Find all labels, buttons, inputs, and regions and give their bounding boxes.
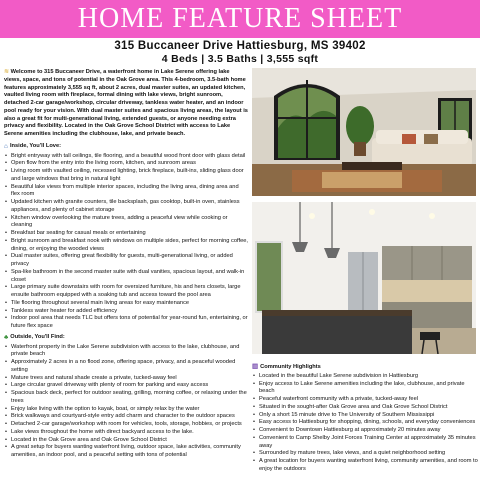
community-item: • Situated in the sought-after Oak Grove area and Oak Grove School District bbox=[252, 404, 478, 412]
house-icon: ⌂ bbox=[4, 142, 8, 150]
outside-feature-item: • Large circular gravel driveway with plenty of room for parking and easy access bbox=[4, 382, 248, 390]
page-title: HOME FEATURE SHEET bbox=[77, 3, 403, 34]
inside-feature-list bbox=[4, 153, 248, 331]
community-heading-label: Community Highlights bbox=[260, 363, 321, 370]
community-section bbox=[252, 360, 478, 478]
outside-feature-item: • Mature trees and natural shade create a private, tucked-away feel bbox=[4, 375, 248, 383]
intro-text: Welcome to 315 Buccaneer Drive, a waterfront home in Lake Serene offering lake views, space, and tons of potential in the Oak Grove area. This 4-bedroom, 3.5-bath home features approximately 3,555 sq ft, about 2 acres, dual master suites, an updated kitchen, vaulted living room with fireplace, formal dining with lake views, bright sunroom, detached 2-car garage/workshop, circular driveway, tankless water heater, and an indoor pool ready for your vision. With dual master suites and spacious living areas, the layout is also a great fit for multi-generational living, extended guests, or anyone needing extra privacy and flexibility. Located in the Oak Grove School District with access to Lake Serene amenities including the clubhouse, lake, and private beach. bbox=[4, 69, 248, 137]
inside-feature-item: • Bright entryway with tall ceilings, tile flooring, and a beautiful wood front door with glass detail bbox=[4, 153, 248, 161]
kitchen-photo bbox=[252, 202, 476, 354]
community-item: • Surrounded by mature trees, lake views, and a quiet neighborhood setting bbox=[252, 450, 478, 458]
inside-feature-item: • Bright sunroom and breakfast nook with windows on multiple sides, perfect for morning coffee, dining, or enjoying the wooded views bbox=[4, 238, 248, 254]
outside-feature-item: • Waterfront property in the Lake Serene subdivision with access to the lake, clubhouse, and private beach bbox=[4, 344, 248, 360]
property-specs: 4 Beds | 3.5 Baths | 3,555 sqft bbox=[161, 53, 319, 65]
outside-heading-label: Outside, You'll Find: bbox=[10, 334, 65, 341]
wave-icon: ≋ bbox=[4, 69, 10, 75]
kitchen-illustration bbox=[252, 202, 476, 354]
inside-feature-item: • Beautiful lake views from multiple interior spaces, including the living area, dining area and flex room bbox=[4, 184, 248, 200]
outside-feature-item: • Lake views throughout the home with direct backyard access to the lake. bbox=[4, 429, 248, 437]
outside-feature-item: • Enjoy lake living with the option to kayak, boat, or simply relax by the water bbox=[4, 406, 248, 414]
community-item: • Enjoy access to Lake Serene amenities including the lake, clubhouse, and private beach bbox=[252, 381, 478, 397]
outside-feature-item: • Located in the Oak Grove area and Oak Grove School District bbox=[4, 437, 248, 445]
inside-feature-item: • Dual master suites, offering great flexibility for guests, multi-generational living, or added privacy bbox=[4, 253, 248, 269]
outside-feature-list bbox=[4, 344, 248, 460]
inside-feature-item: • Tile flooring throughout several main living areas for easy maintenance bbox=[4, 300, 248, 308]
living-room-photo bbox=[252, 68, 476, 196]
community-item: • Convenient to Camp Shelby Joint Forces Training Center at approximately 35 minutes away bbox=[252, 435, 478, 451]
header-banner bbox=[0, 0, 480, 38]
community-heading bbox=[252, 363, 478, 372]
intro-paragraph bbox=[4, 68, 248, 139]
outside-feature-item: • Spacious back deck, perfect for outdoor seating, grilling, morning coffee, or relaxing under the trees bbox=[4, 390, 248, 406]
inside-feature-item: • Spa-like bathroom in the second master suite with dual vanities, spacious layout, and walk-in closet bbox=[4, 269, 248, 285]
property-address: 315 Buccaneer Drive Hattiesburg, MS 39402 bbox=[114, 40, 366, 52]
community-item: • Located in the beautiful Lake Serene subdivision in Hattiesburg bbox=[252, 373, 478, 381]
outside-feature-item: • Detached 2-car garage/workshop with room for vehicles, tools, storage, hobbies, or projects bbox=[4, 421, 248, 429]
community-item: • Easy access to Hattiesburg for shopping, dining, schools, and everyday conveniences bbox=[252, 419, 478, 427]
outside-feature-item: • A great setup for buyers wanting waterfront living, outdoor space, lake activities, community amenities, an indoor pool, and a peaceful setting with tons of potential bbox=[4, 444, 248, 460]
outside-heading bbox=[4, 334, 248, 343]
description-column bbox=[4, 68, 248, 478]
inside-feature-item: • Updated kitchen with granite counters, tile backsplash, gas cooktop, built-in oven, stainless appliances, and plenty of cabinet storage bbox=[4, 199, 248, 215]
community-item: • Only a short 15 minute drive to The University of Southern Mississippi bbox=[252, 412, 478, 420]
community-item: • Peaceful waterfront community with a private, tucked-away feel bbox=[252, 396, 478, 404]
outside-feature-item: • Brick walkways and courtyard-style entry add charm and character to the outdoor spaces bbox=[4, 413, 248, 421]
inside-feature-item: • Indoor pool area that needs TLC but offers tons of potential for year-round fun, entertaining, or future flex space bbox=[4, 315, 248, 331]
inside-feature-item: • Breakfast bar seating for casual meals or entertaining bbox=[4, 230, 248, 238]
community-item: • Convenient to Downtown Hattiesburg at approximately 20 minutes away bbox=[252, 427, 478, 435]
inside-feature-item: • Large primary suite downstairs with room for oversized furniture, his and hers closets, large ensuite bathroom equipped with a soaking tub and access toward the pool area bbox=[4, 284, 248, 300]
community-item: • A great location for buyers wanting waterfront living, community amenities, and room to enjoy the outdoors bbox=[252, 458, 478, 474]
community-list bbox=[252, 373, 478, 474]
inside-feature-item: • Kitchen window overlooking the mature trees, adding a peaceful view while cooking or cleaning bbox=[4, 215, 248, 231]
inside-heading bbox=[4, 143, 248, 152]
inside-heading-label: Inside, You'll Love: bbox=[9, 143, 62, 150]
tree-icon: ♣ bbox=[4, 333, 9, 341]
inside-feature-item: • Open flow from the entry into the living room, kitchen, and sunroom areas bbox=[4, 160, 248, 168]
city-icon: ▥ bbox=[252, 363, 259, 370]
living-room-illustration bbox=[252, 68, 476, 196]
outside-feature-item: • Approximately 2 acres in a no flood zone, offering space, privacy, and a peaceful wooded setting bbox=[4, 359, 248, 375]
inside-feature-item: • Tankless water heater for added efficiency bbox=[4, 308, 248, 316]
inside-feature-item: • Living room with vaulted ceiling, recessed lighting, brick fireplace, built-ins, sliding glass door and large windows that bring in natural light bbox=[4, 168, 248, 184]
